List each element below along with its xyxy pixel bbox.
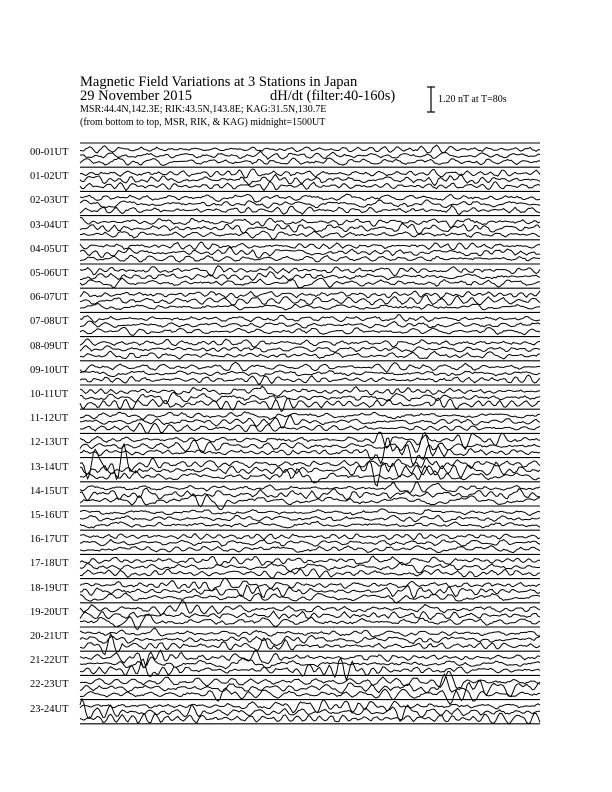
chart-title: Magnetic Field Variations at 3 Stations in Japan [80, 74, 358, 90]
hour-label: 12-13UT [30, 437, 69, 449]
hour-row-17-18UT [80, 554, 540, 578]
hour-row-20-21UT [80, 627, 540, 655]
hour-row-07-08UT [80, 312, 540, 335]
hour-row-08-09UT [80, 337, 540, 360]
trace-KAG [80, 339, 540, 347]
trace-RIK [80, 272, 540, 281]
hour-row-19-20UT [80, 601, 540, 630]
hour-label: 23-24UT [30, 703, 69, 715]
trace-MSR [80, 658, 540, 680]
trace-RIK [80, 699, 540, 721]
trace-RIK [80, 295, 540, 305]
trace-RIK [80, 539, 540, 546]
trace-RIK [80, 392, 540, 403]
hour-row-06-07UT [80, 288, 540, 310]
trace-MSR [80, 181, 540, 190]
trace-KAG [80, 194, 540, 202]
hour-label: 22-23UT [30, 679, 69, 691]
hour-row-09-10UT [80, 361, 540, 384]
trace-MSR [80, 593, 540, 603]
trace-KAG [80, 315, 540, 323]
trace-RIK [80, 611, 540, 619]
trace-MSR [80, 546, 540, 553]
hour-label: 00-01UT [30, 147, 69, 158]
hour-row-12-13UT [80, 432, 540, 465]
hour-row-05-06UT [80, 264, 540, 288]
hour-label: 20-21UT [30, 631, 69, 642]
trace-RIK [80, 151, 540, 159]
hour-label: 13-14UT [30, 461, 69, 473]
trace-RIK [80, 174, 540, 186]
hour-row-16-17UT [80, 530, 540, 553]
trace-MSR [80, 687, 540, 704]
hour-row-13-14UT [80, 444, 540, 486]
trace-MSR [80, 158, 540, 165]
hour-row-00-01UT [80, 143, 540, 165]
trace-KAG [80, 412, 540, 420]
hour-label: 18-19UT [30, 582, 69, 594]
hour-label: 08-09UT [30, 340, 69, 352]
trace-KAG [80, 169, 540, 178]
trace-RIK [80, 585, 540, 598]
trace-MSR [80, 569, 540, 578]
trace-KAG [80, 291, 540, 298]
hour-label: 16-17UT [30, 534, 69, 546]
trace-MSR [80, 423, 540, 434]
hour-row-18-19UT [80, 578, 540, 603]
trace-RIK [80, 371, 540, 377]
trace-RIK [80, 321, 540, 328]
hour-row-01-02UT [80, 167, 540, 190]
trace-RIK [80, 489, 540, 501]
hour-row-03-04UT [80, 216, 540, 240]
hour-row-15-16UT [80, 506, 540, 528]
trace-KAG [80, 217, 540, 227]
trace-MSR [80, 231, 540, 239]
hour-label: 19-20UT [30, 606, 69, 618]
hour-label: 10-11UT [30, 389, 69, 400]
hour-label: 03-04UT [30, 219, 69, 231]
hour-row-14-15UT [80, 482, 540, 510]
hour-label: 02-03UT [30, 195, 69, 207]
chart-date: 29 November 2015 [80, 88, 192, 104]
hour-label: 11-12UT [30, 413, 69, 425]
hour-row-10-11UT [80, 385, 540, 412]
chart-quantity: dH/dt (filter:40-160s) [270, 88, 396, 104]
trace-MSR [80, 375, 540, 384]
hour-label: 15-16UT [30, 510, 69, 521]
trace-MSR [80, 278, 540, 288]
hour-label: 05-06UT [30, 268, 69, 279]
hour-row-04-05UT [80, 240, 540, 262]
trace-MSR [80, 521, 540, 528]
trace-RIK [80, 346, 540, 353]
trace-MSR [80, 713, 540, 724]
trace-KAG [80, 242, 540, 250]
scale-label: 1.20 nT at T=80s [438, 94, 507, 105]
trace-MSR [80, 438, 540, 465]
trace-MSR [80, 494, 540, 510]
hour-label: 01-02UT [30, 171, 69, 183]
trace-RIK [80, 515, 540, 522]
trace-KAG [80, 145, 540, 153]
trace-MSR [80, 351, 540, 359]
trace-KAG [80, 556, 540, 565]
hour-label: 09-10UT [30, 364, 69, 376]
station-coordinates: MSR:44.4N,142.3E; RIK:43.5N,143.8E; KAG:31.5N,130.7E [80, 104, 327, 115]
trace-MSR [80, 255, 540, 262]
hour-label: 04-05UT [30, 243, 69, 255]
trace-KAG [80, 534, 540, 541]
hour-label: 17-18UT [30, 558, 69, 570]
trace-MSR [80, 206, 540, 215]
trace-RIK [80, 223, 540, 233]
hour-label: 21-22UT [30, 655, 69, 667]
hour-row-11-12UT [80, 409, 540, 434]
hour-label: 06-07UT [30, 292, 69, 304]
trace-KAG [80, 628, 540, 637]
hour-row-02-03UT [80, 191, 540, 214]
trace-KAG [80, 386, 540, 396]
trace-KAG [80, 509, 540, 515]
station-order-note: (from bottom to top, MSR, RIK, & KAG) midnight=1500UT [80, 117, 326, 128]
hour-row-23-24UT [80, 699, 540, 724]
trace-MSR [80, 327, 540, 335]
trace-KAG [80, 362, 540, 372]
hour-label: 07-08UT [30, 316, 69, 328]
hour-label: 14-15UT [30, 485, 69, 497]
